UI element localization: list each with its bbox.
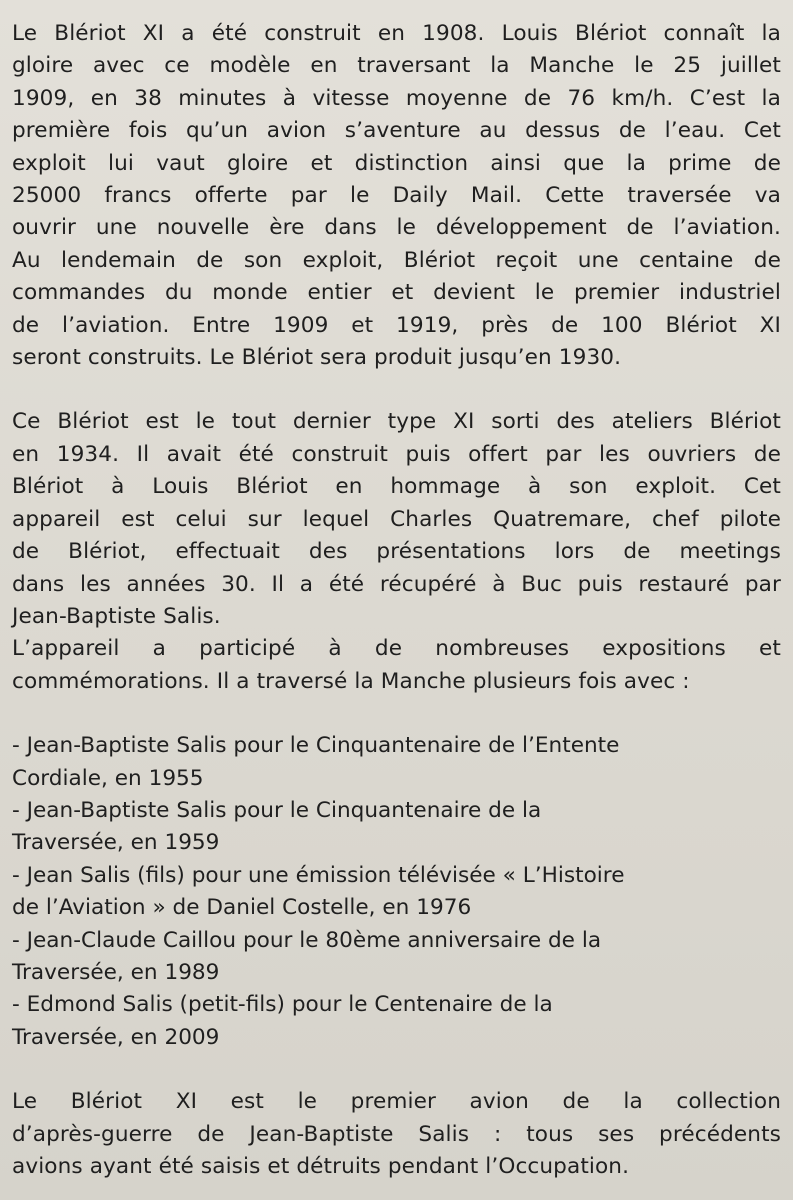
list-item: Traversée, en 1989	[12, 959, 220, 985]
text-line: dans les années 30. Il a été récupéré à Buc puis restauré par	[12, 571, 781, 597]
text-line: Le Blériot XI est le premier avion de la collection	[12, 1089, 781, 1115]
paragraph-aircraft	[12, 406, 781, 633]
text-line: seront construits. Le Blériot sera produit jusqu’en 1930.	[12, 345, 622, 371]
list-item: Traversée, en 1959	[12, 830, 220, 856]
text-line: Le Blériot XI a été construit en 1908. Louis Blériot connaît la	[12, 21, 781, 46]
text-line: 25000 francs offerte par le Daily Mail. Cette traversée va	[12, 183, 781, 209]
text-line: Jean-Baptiste Salis.	[12, 603, 221, 629]
list-item: Cordiale, en 1955	[12, 765, 204, 791]
text-line: Au lendemain de son exploit, Blériot reçoit une centaine de	[12, 247, 781, 273]
text-line: appareil est celui sur lequel Charles Quatremare, chef pilote	[12, 506, 781, 532]
paragraph-gap	[12, 374, 781, 406]
paragraph-exhibitions	[12, 633, 781, 698]
text-line: en 1934. Il avait été construit puis offert par les ouvriers de	[12, 441, 781, 467]
text-line: première fois qu’un avion s’aventure au dessus de l’eau. Cet	[12, 118, 781, 144]
list-item: - Jean Salis (fils) pour une émission télévisée « L’Histoire	[12, 862, 625, 888]
list-item: - Jean-Claude Caillou pour le 80ème anniversaire de la	[12, 927, 602, 953]
text-line: commandes du monde entier et devient le premier industriel	[12, 280, 781, 306]
text-line: d’après-guerre de Jean-Baptiste Salis : tous ses précédents	[12, 1121, 781, 1147]
text-line: gloire avec ce modèle en traversant la Manche le 25 juillet	[12, 53, 781, 79]
text-line: avions ayant été saisis et détruits pendant l’Occupation.	[12, 1154, 630, 1179]
text-line: Ce Blériot est le tout dernier type XI sorti des ateliers Blériot	[12, 409, 781, 435]
list-item: - Edmond Salis (petit-fils) pour le Centenaire de la	[12, 992, 553, 1018]
list-item: Traversée, en 2009	[12, 1024, 220, 1050]
list-item: - Jean-Baptiste Salis pour le Cinquantenaire de la	[12, 797, 542, 823]
text-line: de Blériot, effectuait des présentations lors de meetings	[12, 539, 781, 565]
paragraph-gap	[12, 698, 781, 730]
text-line: ouvrir une nouvelle ère dans le développement de l’aviation.	[12, 215, 781, 241]
list-item: de l’Aviation » de Daniel Costelle, en 1976	[12, 895, 472, 921]
text-line: Blériot à Louis Blériot en hommage à son exploit. Cet	[12, 474, 781, 500]
list-item: - Jean-Baptiste Salis pour le Cinquantenaire de l’Entente	[12, 733, 620, 759]
text-line: commémorations. Il a traversé la Manche plusieurs fois avec :	[12, 668, 690, 694]
crossings-list	[12, 730, 781, 1054]
text-line: L’appareil a participé à de nombreuses expositions et	[12, 636, 781, 662]
paragraph-gap	[12, 1054, 781, 1086]
text-line: de l’aviation. Entre 1909 et 1919, près de 100 Blériot XI	[12, 312, 781, 338]
paragraph-history	[12, 18, 781, 374]
text-line: 1909, en 38 minutes à vitesse moyenne de 76 km/h. C’est la	[12, 85, 781, 111]
text-line: exploit lui vaut gloire et distinction ainsi que la prime de	[12, 150, 781, 176]
paragraph-collection	[12, 1086, 781, 1183]
